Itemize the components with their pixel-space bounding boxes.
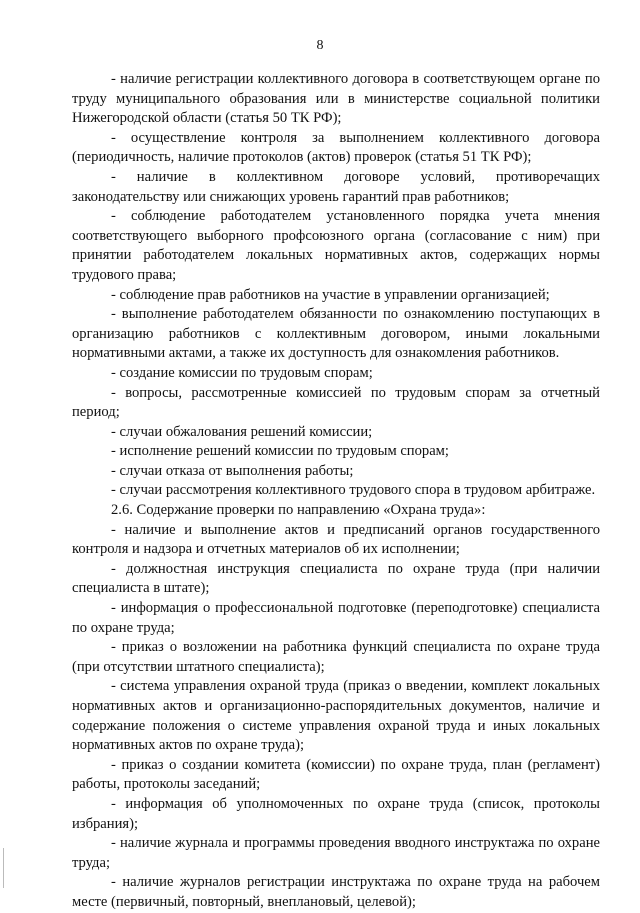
paragraph-professional-training: - информация о профессиональной подготовке (переподготовке) специалиста по охране труда; (72, 600, 600, 636)
paragraph-introductory-briefing: - наличие журнала и программы проведения вводного инструктажа по охране труда; (72, 835, 600, 871)
paragraph-committee-order: - приказ о создании комитета (комиссии) по охране труда, план (регламент) работы, протоколы заседаний; (72, 756, 600, 793)
paragraph-labor-disputes-commission: - создание комиссии по трудовым спорам; (111, 364, 373, 381)
paragraph-decisions-execution: - исполнение решений комиссии по трудовым спорам; (111, 443, 449, 460)
paragraph-contradicting-conditions: - наличие в коллективном договоре условий, противоречащих законодательству или снижающих уровень гарантий прав работников; (72, 168, 600, 205)
scan-edge-mark (3, 848, 4, 888)
page-number: 8 (316, 38, 324, 53)
paragraph-management-system: - система управления охраной труда (приказ о введении, комплект локальных нормативных актов и организационно-распорядительных документов, наличие и содержание положения о системе управления охраной труда и иных локальных нормативных актов по охране труда); (72, 678, 600, 754)
paragraph-authorized-persons: - информация об уполномоченных по охране труда (список, протоколы избрания); (72, 795, 600, 832)
paragraph-control-implementation: - осуществление контроля за выполнением коллективного договора (периодичность, наличие протоколов (актов) проверок (статья 51 ТК РФ); (72, 129, 600, 166)
paragraph-supervision-acts: - наличие и выполнение актов и предписаний органов государственного контроля и надзора и отчетных материалов об их исполнении; (72, 521, 600, 558)
section-heading-labor-protection: 2.6. Содержание проверки по направлению «Охрана труда»: (111, 502, 486, 519)
paragraph-participation-rights: - соблюдение прав работников на участие в управлении организацией; (111, 286, 550, 303)
paragraph-collective-dispute-arbitration: - случаи рассмотрения коллективного трудового спора в трудовом арбитраже. (111, 482, 596, 499)
paragraph-job-description: - должностная инструкция специалиста по охране труда (при наличии специалиста в штате); (72, 560, 600, 597)
paragraph-duties-assignment-order: - приказ о возложении на работника функций специалиста по охране труда (при отсутствии штатного специалиста); (72, 639, 600, 675)
paragraph-work-refusal: - случаи отказа от выполнения работы; (111, 462, 354, 479)
paragraph-union-opinion: - соблюдение работодателем установленного порядка учета мнения соответствующего выборного профсоюзного органа (согласование с ним) при принятии работодателем локальных нормативных актов, содержащих нормы трудового права; (72, 208, 600, 283)
document-body (72, 70, 600, 913)
paragraph-workplace-briefing-journals: - наличие журналов регистрации инструктажа по охране труда на рабочем месте (первичный, повторный, внеплановый, целевой); (72, 874, 600, 910)
paragraph-familiarization-duty: - выполнение работодателем обязанности по ознакомлению поступающих в организацию работников с коллективным договором, иными локальными нормативными актами, а также их доступность для ознакомления работников. (72, 306, 600, 362)
paragraph-collective-agreement-registration: - наличие регистрации коллективного договора в соответствующем органе по труду муниципального образования или в министерстве социальной политики Нижегородской области (статья 50 ТК РФ); (72, 71, 600, 127)
paragraph-appeal-cases: - случаи обжалования решений комиссии; (111, 423, 373, 440)
paragraph-commission-issues: - вопросы, рассмотренные комиссией по трудовым спорам за отчетный период; (72, 384, 600, 421)
